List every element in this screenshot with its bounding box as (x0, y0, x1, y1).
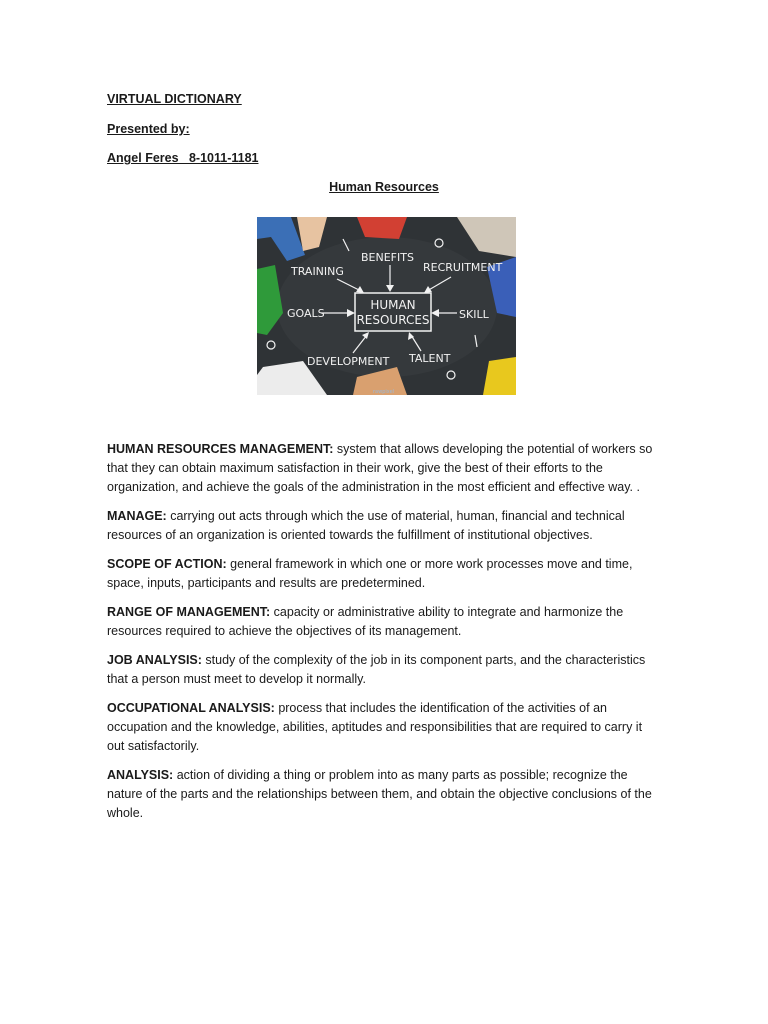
definition-item (107, 603, 659, 641)
definition-term: SCOPE OF ACTION: (107, 557, 227, 571)
definition-text: general framework in which one or more work processes move and time, space, inputs, participants and results are predetermined. (107, 557, 633, 590)
label-recruitment: RECRUITMENT (423, 261, 503, 274)
section-title: Human Resources (329, 180, 439, 194)
document-title: VIRTUAL DICTIONARY (107, 92, 242, 106)
arm-top-center (357, 217, 407, 239)
definition-term: ANALYSIS: (107, 768, 174, 782)
label-benefits: BENEFITS (361, 251, 414, 264)
definition-term: OCCUPATIONAL ANALYSIS: (107, 701, 275, 715)
author-line: Angel Feres 8-1011-1181 (107, 151, 259, 165)
chalkboard-illustration (257, 217, 516, 395)
center-label-line2: RESOURCES (356, 313, 430, 327)
definition-text: action of dividing a thing or problem into as many parts as possible; recognize the nature of the parts and the relationships between them, and obtain the objective conclusions of the whole. (107, 768, 652, 820)
definition-text: process that includes the identification of the activities of an occupation and the knowledge, abilities, aptitudes and responsibilities that are required to carry it out satisfactorily. (107, 701, 643, 753)
definition-term: JOB ANALYSIS: (107, 653, 202, 667)
definitions-list (107, 440, 659, 833)
definition-term: MANAGE: (107, 509, 167, 523)
presented-by-label: Presented by: (107, 122, 190, 136)
label-goals: GOALS (287, 307, 325, 320)
definition-text: capacity or administrative ability to integrate and harmonize the resources required to achieve the objectives of its management. (107, 605, 624, 638)
label-talent: TALENT (409, 352, 451, 365)
definition-item (107, 699, 659, 756)
definition-item (107, 507, 659, 545)
definition-text: system that allows developing the potential of workers so that they can obtain maximum satisfaction in their work, give the best of their efforts to the organization, and achieve the goals of the administration in the most efficient and effective way. . (107, 442, 653, 494)
definition-item (107, 555, 659, 593)
definition-item (107, 651, 659, 689)
definition-item (107, 440, 659, 497)
definition-term: RANGE OF MANAGEMENT: (107, 605, 271, 619)
center-label-line1: HUMAN (370, 298, 416, 312)
definition-text: study of the complexity of the job in its component parts, and the characteristics that a person must meet to develop it normally. (107, 653, 646, 686)
label-skill: SKILL (459, 308, 489, 321)
definition-term: HUMAN RESOURCES MANAGEMENT: (107, 442, 334, 456)
definition-item (107, 766, 659, 823)
human-resources-image (257, 217, 516, 395)
label-development: DEVELOPMENT (307, 355, 390, 368)
definition-text: carrying out acts through which the use of material, human, financial and technical resources of an organization is oriented towards the fulfillment of institutional objectives. (107, 509, 625, 542)
image-watermark: rawpixel (373, 389, 395, 395)
label-training: TRAINING (291, 265, 344, 278)
